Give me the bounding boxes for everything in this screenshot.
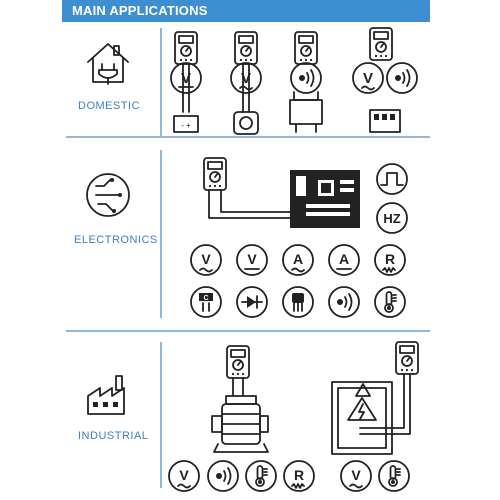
capacitor-icon [191,287,221,317]
dc-current-icon [329,245,359,275]
industrial-ac-voltage-icon [169,461,199,491]
svg-text:A: A [292,251,304,267]
factory-icon [88,376,124,414]
panel-thermometer-icon [379,461,409,491]
industrial-continuity-icon [208,461,238,491]
svg-text:R: R [384,251,396,267]
industrial-thermometer-icon [246,461,276,491]
thermometer-icon [375,287,405,317]
diode-icon [237,287,267,317]
hz-label: HZ [383,211,401,226]
domestic-label: DOMESTIC [78,100,141,112]
domestic-ac-voltage-test [231,32,261,134]
svg-text:V: V [351,467,361,483]
house-plug-icon [88,44,128,84]
transistor-icon [283,287,313,317]
industrial-label: INDUSTRIAL [78,430,149,442]
motherboard-test [204,158,360,228]
motor-test [212,346,268,452]
svg-text:R: R [293,467,305,483]
svg-text:- +: - + [181,121,191,130]
svg-text:V: V [201,251,211,267]
svg-text:C: C [203,295,209,302]
svg-text:V: V [247,251,257,267]
electrical-panel-test [332,342,418,454]
banner-title: MAIN APPLICATIONS [72,3,208,18]
dc-volt-symbol: V [180,70,192,87]
domestic-continuity-test [290,32,322,132]
domestic-dc-voltage-test [171,32,201,132]
resistance-icon [375,245,405,275]
breaker-volt-symbol: V [362,70,374,87]
svg-text:V: V [179,467,189,483]
ac-voltage-icon [191,245,221,275]
continuity-icon [329,287,359,317]
electronics-label: ELECTRONICS [74,234,158,246]
frequency-icon [377,203,407,233]
ac-volt-symbol: V [240,70,252,87]
ac-current-icon [283,245,313,275]
panel-ac-voltage-icon [341,461,371,491]
industrial-resistance-icon [284,461,314,491]
square-wave-icon [377,164,407,194]
svg-text:A: A [338,251,350,267]
domestic-breaker-test [353,28,417,132]
circuit-chip-icon [87,174,129,216]
dc-voltage-icon [237,245,267,275]
